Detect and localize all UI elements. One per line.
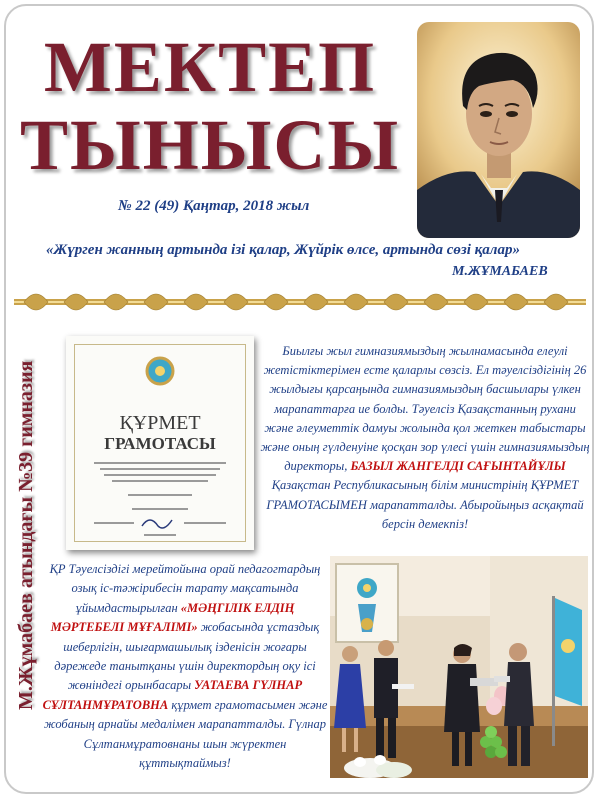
issue-info: № 22 (49) Қаңтар, 2018 жыл (118, 198, 310, 214)
director-name: БАЗЫЛ ЖАНГЕЛДІ САҒЫНТАЙҰЛЫ (350, 459, 566, 474)
certificate-image (66, 336, 254, 550)
masthead-line-2: ТЫНЫСЫ (20, 105, 401, 185)
article1-text-1: Биылғы жыл гимназиямыздың жылнамасында елеулі жетістіктерімен есте қаларлы сөзсіз. Ел тәуелсіздігінің 26 жылдығы қарсаңында гимназиямыздың басшылары үлкен марапаттарға ие болды. Тәуелсіз Қазақстанның рухани және әлеуметтік дамуы жолында қол жеткен табыстары және оның гүлденуіне қосқан зор үлесі үшін гимназиямыздың директоры, (260, 344, 590, 474)
article2-text-3: құрмет грамотасымен және жобаның арнайы медалімен марапатталды. Гүлнар Сұлтанмұратовнаны шын жүректен құттықтаймыз! (44, 697, 328, 771)
award-ceremony-photo (330, 556, 588, 778)
ornament-divider (14, 284, 586, 320)
side-title: М.Жұмабаев атындағы №39 гимназия (15, 360, 37, 710)
article2-text-2: жобасында ұстаздық шеберлігін, шығармашылық ізденісін жоғары дәрежеде танытқаны үшін директордың оқу ісі жөніндегі орынбасары (54, 620, 320, 693)
epigraph-author: М.ЖҰМАБАЕВ (452, 264, 548, 279)
certificate-body-lines (84, 460, 236, 540)
masthead-line-1: МЕКТЕП (43, 27, 377, 107)
epigraph-quote: «Жүрген жанның артында ізі қалар, Жүйрік өлсе, артында сөзі қалар» (46, 242, 520, 258)
emblem-icon (145, 356, 175, 386)
project-name: «МӘҢГІЛІК ЕЛДІҢ МӘРТЕБЕЛІ МҰҒАЛІМІ» (50, 600, 295, 635)
deputy-name: УАТАЕВА ГҮЛНАР СҰЛТАНМҰРАТОВНА (42, 678, 303, 712)
certificate-title-2: ГРАМОТАСЫ (104, 434, 216, 453)
article-teacher-award (42, 560, 328, 773)
article2-text-1: ҚР Тәуелсіздігі мерейтойына орай педагогтардың озық іс-тәжірибесін тарату мақсатында ұйымдастырылған (49, 562, 321, 615)
article1-text-2: Қазақстан Республикасының білім министрінің ҚҰРМЕТ ГРАМОТАСЫМЕН марапатталды. Абыройыңыз асқақтай берсін демекпіз! (266, 478, 584, 531)
article-director-award (260, 342, 590, 534)
portrait-photo (417, 22, 580, 238)
masthead (20, 28, 400, 184)
certificate-title-1: ҚҰРМЕТ (119, 412, 201, 434)
